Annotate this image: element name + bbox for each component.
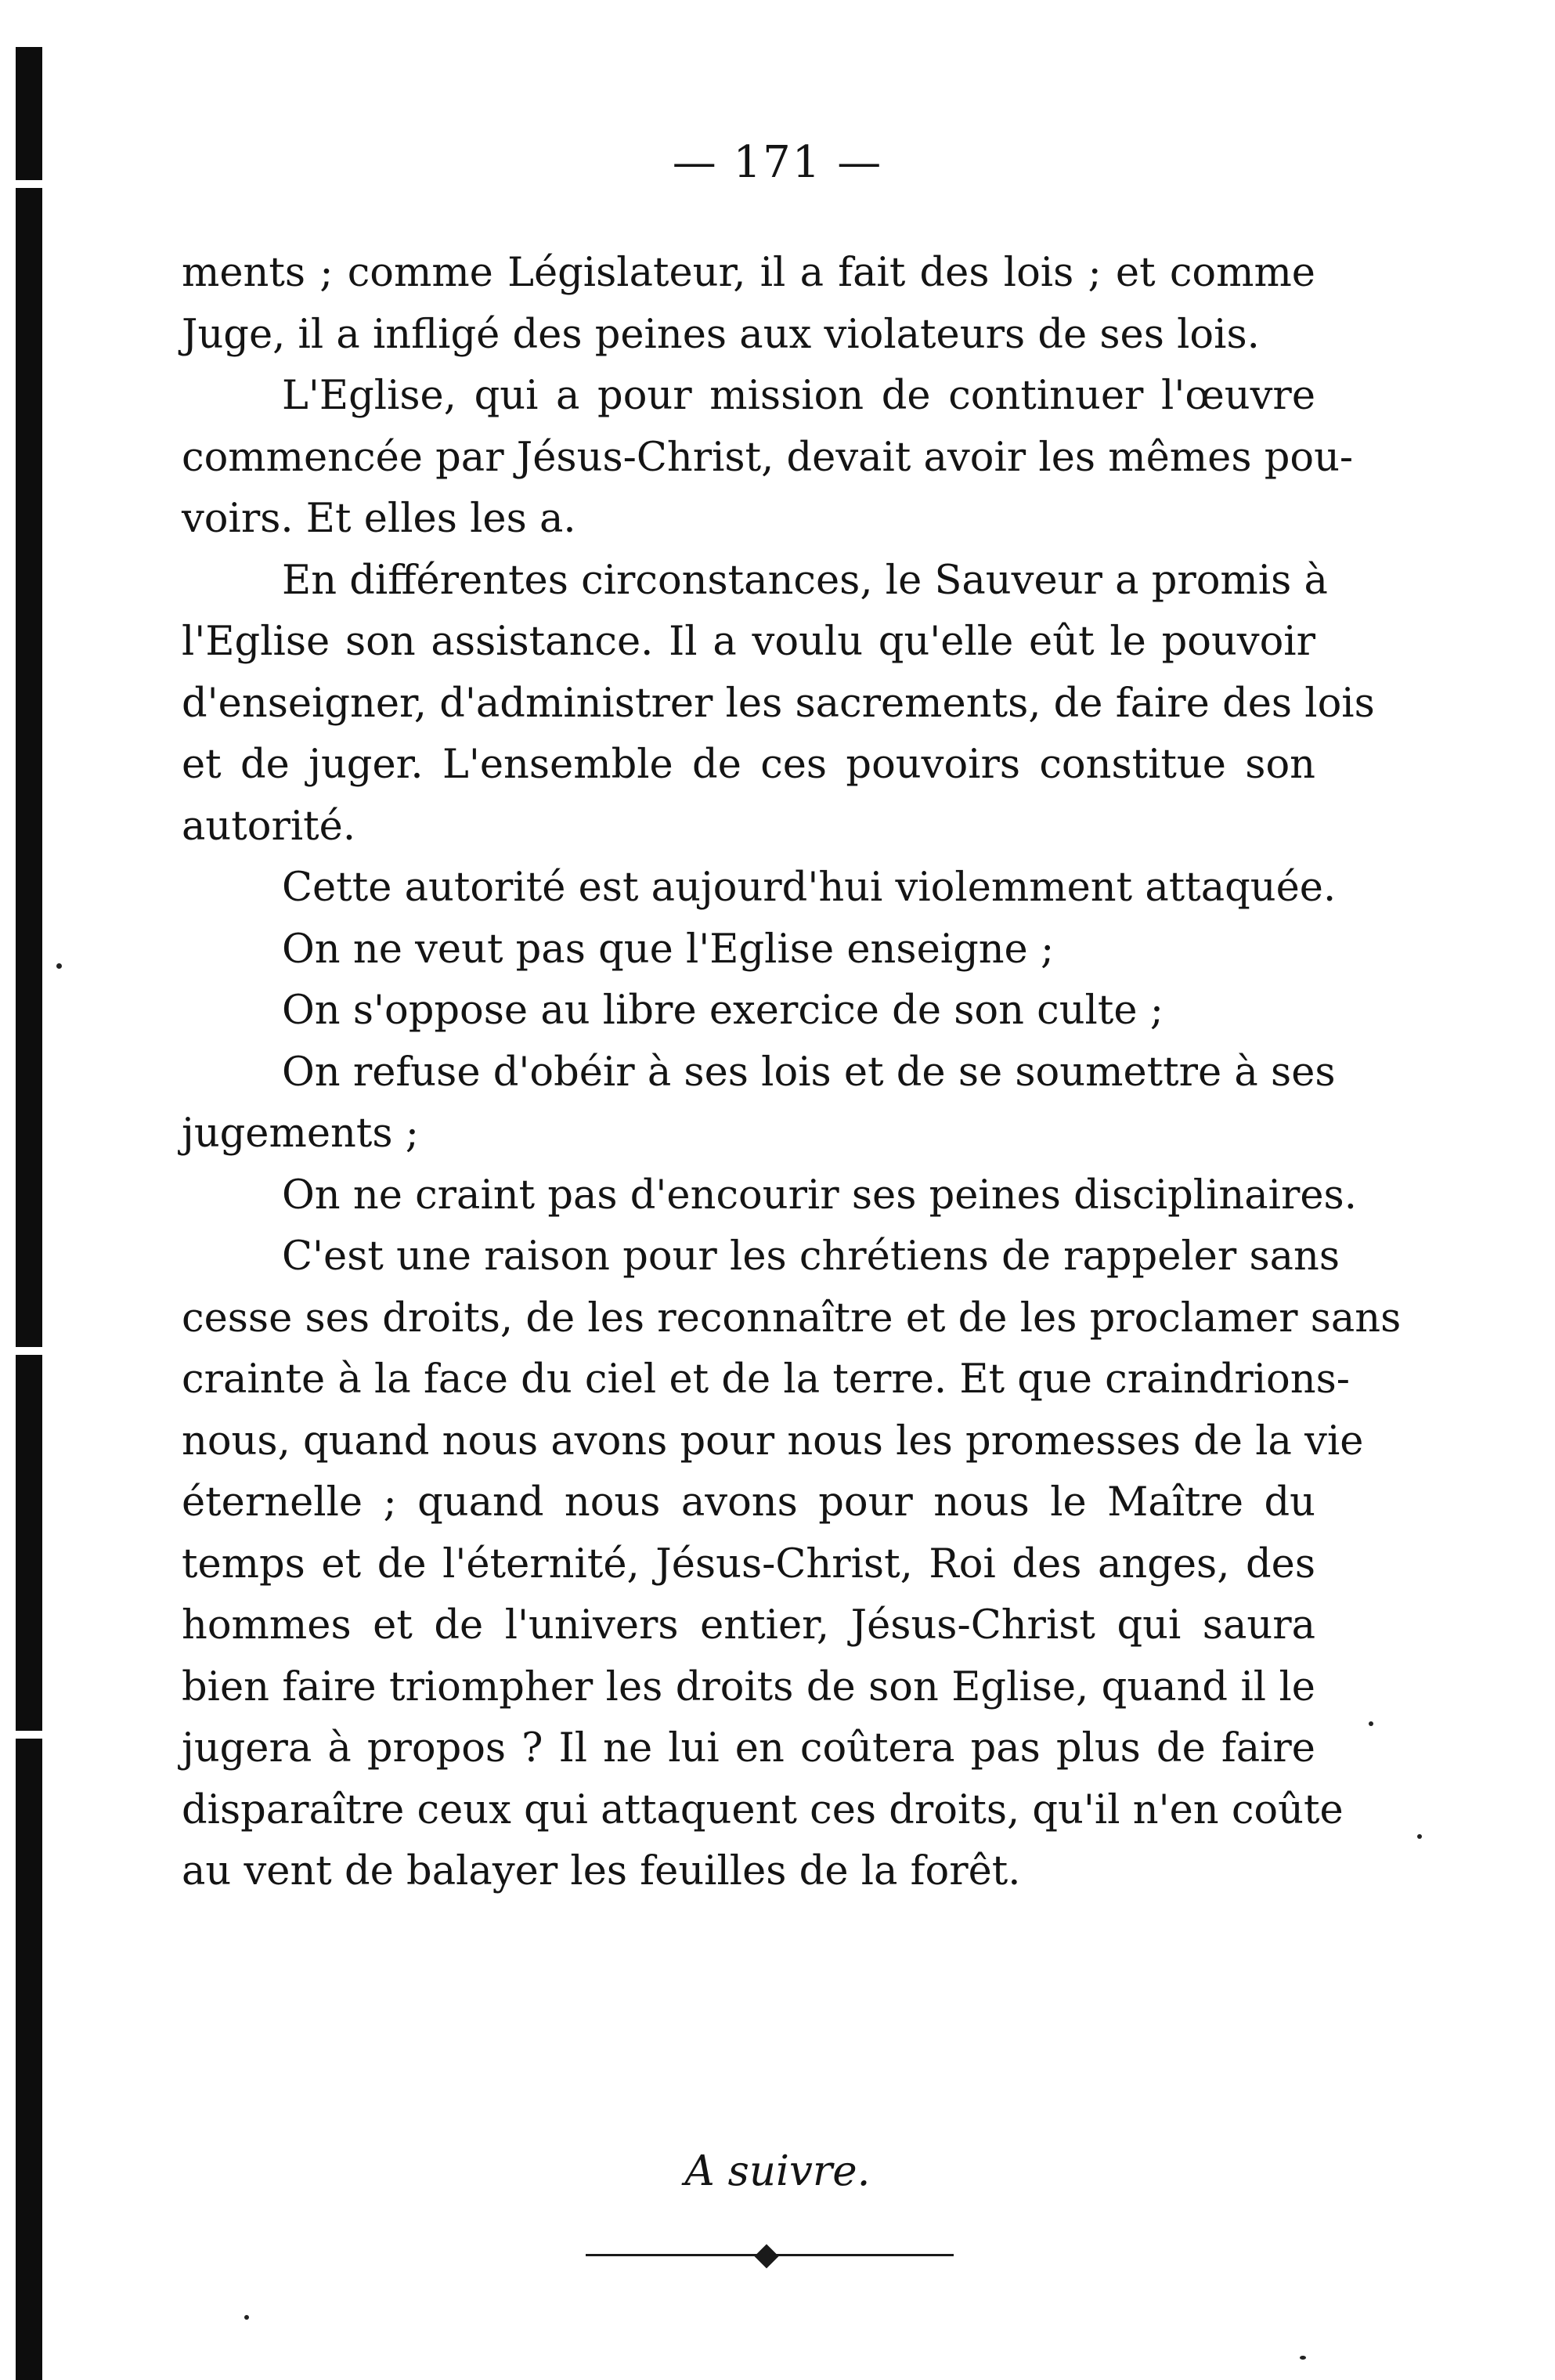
text-line: et de juger. L'ensemble de ces pouvoirs constitue son (182, 742, 1315, 788)
text-line: nous, quand nous avons pour nous les promesses de la vie (182, 1418, 1364, 1464)
text-line: l'Eglise son assistance. Il a voulu qu'elle eût le pouvoir (182, 619, 1315, 665)
print-speck (1417, 1834, 1422, 1839)
text-line: Cette autorité est aujourd'hui violemment attaquée. (282, 865, 1337, 911)
text-line: Juge, il a infligé des peines aux violateurs de ses lois. (182, 311, 1260, 358)
spine-notch (14, 1731, 45, 1739)
text-line: En différentes circonstances, le Sauveur a promis à (282, 557, 1328, 604)
page-number: — 171 — (672, 137, 883, 188)
binding-margin (0, 0, 14, 2380)
text-line: hommes et de l'univers entier, Jésus-Christ qui saura (182, 1602, 1315, 1649)
rule-ornament-icon (754, 2244, 778, 2268)
text-line: d'enseigner, d'administrer les sacrements, de faire des lois (182, 680, 1375, 727)
text-line: autorité. (182, 803, 356, 850)
text-line: ments ; comme Législateur, il a fait des lois ; et comme (182, 250, 1315, 296)
text-line: temps et de l'éternité, Jésus-Christ, Roi des anges, des (182, 1540, 1315, 1587)
print-speck (1300, 2356, 1306, 2360)
text-line: On ne craint pas d'encourir ses peines disciplinaires. (282, 1172, 1357, 1219)
text-line: On refuse d'obéir à ses lois et de se soumettre à ses (282, 1049, 1336, 1096)
print-speck (244, 2315, 249, 2320)
book-spine-shadow (16, 47, 42, 2380)
spine-notch (14, 1347, 45, 1355)
text-line: au vent de balayer les feuilles de la forêt. (182, 1848, 1021, 1894)
text-line: bien faire triompher les droits de son Eglise, quand il le (182, 1663, 1315, 1710)
text-line: éternelle ; quand nous avons pour nous le Maître du (182, 1479, 1315, 1526)
text-line: jugements ; (182, 1111, 419, 1157)
print-speck (56, 963, 62, 969)
text-line: disparaître ceux qui attaquent ces droits, qu'il n'en coûte (182, 1786, 1344, 1833)
text-line: commencée par Jésus-Christ, devait avoir les mêmes pou- (182, 434, 1354, 481)
text-line: On s'oppose au libre exercice de son culte ; (282, 988, 1164, 1034)
to-be-continued: A suivre. (684, 2147, 871, 2195)
text-line: jugera à propos ? Il ne lui en coûtera pas plus de faire (182, 1725, 1315, 1771)
body-text (182, 243, 1402, 1903)
text-line: L'Eglise, qui a pour mission de continuer l'œuvre (282, 373, 1315, 419)
text-line: voirs. Et elles les a. (182, 496, 576, 542)
text-line: crainte à la face du ciel et de la terre. Et que craindrions- (182, 1356, 1350, 1403)
text-line: On ne veut pas que l'Eglise enseigne ; (282, 926, 1055, 973)
print-speck (1369, 1721, 1373, 1726)
text-line: C'est une raison pour les chrétiens de rappeler sans (282, 1233, 1340, 1280)
text-line: cesse ses droits, de les reconnaître et de les proclamer sans (182, 1295, 1402, 1342)
